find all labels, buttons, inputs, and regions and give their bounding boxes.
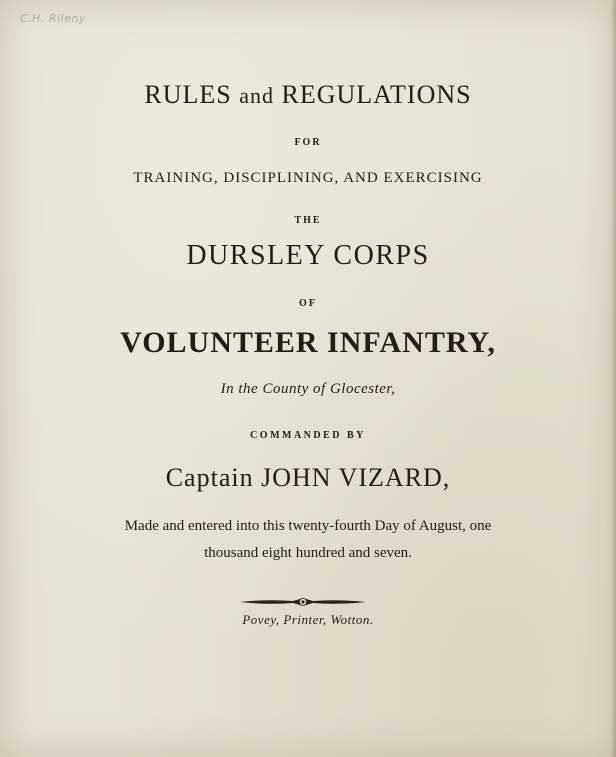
captain-name: Captain JOHN VIZARD,	[165, 463, 451, 492]
training-line: TRAINING, DISCIPLINING, AND EXERCISING	[133, 170, 483, 186]
page-title	[0, 80, 616, 110]
ornament-divider-icon	[238, 595, 368, 609]
page-edge	[610, 0, 616, 757]
commanded-by-line: COMMANDED BY	[250, 430, 366, 441]
for-line: FOR	[294, 137, 322, 148]
title-word-and: and	[239, 83, 274, 108]
pencil-annotation: C.H. Rileny	[20, 12, 86, 25]
date-line-1: Made and entered into this twenty-fourth Day of August, one	[124, 518, 492, 534]
date-line-2: thousand eight hundred and seven.	[204, 545, 412, 561]
printer-imprint: Povey, Printer, Wotton.	[242, 612, 374, 627]
title-word-regulations: REGULATIONS	[281, 80, 472, 109]
volunteer-heading: VOLUNTEER INFANTRY,	[120, 326, 496, 359]
title-word-rules: RULES	[144, 80, 232, 109]
of-line: OF	[299, 298, 317, 309]
county-line: In the County of Glocester,	[220, 381, 396, 397]
corps-heading: DURSLEY CORPS	[186, 240, 430, 271]
the-line: THE	[294, 215, 322, 226]
